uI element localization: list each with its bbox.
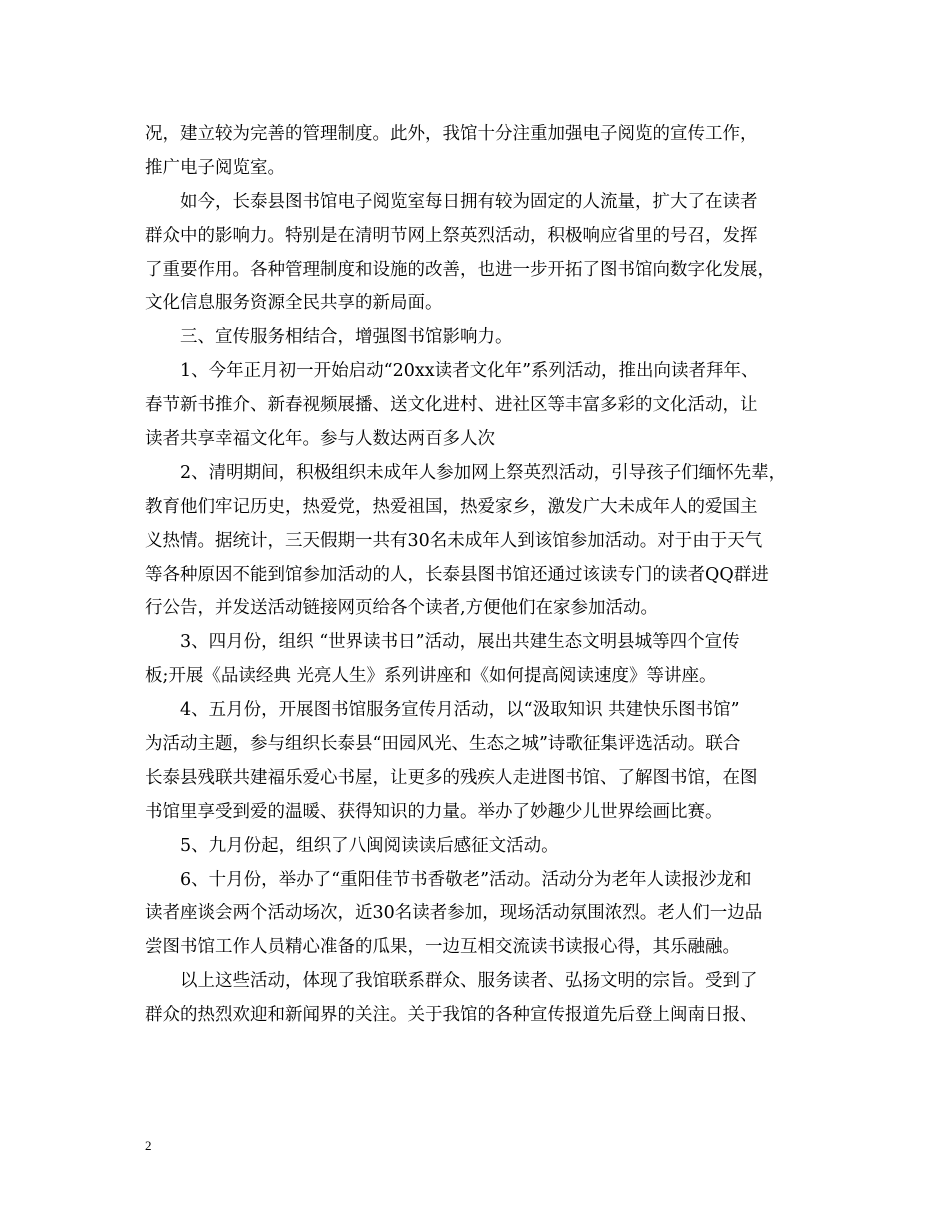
paragraph-start-line: 1、今年正月初一开始启动“20xx读者文化年”系列活动，推出向读者拜年、 (180, 361, 759, 382)
text-line: 板;开展《品读经典 光亮人生》系列讲座和《如何提高阅读速度》等讲座。 (145, 666, 717, 687)
paragraph-start-line: 以上这些活动，体现了我馆联系群众、服务读者、弘扬文明的宗旨。受到了 (180, 971, 758, 992)
text-line: 教育他们牢记历史，热爱党，热爱祖国，热爱家乡，激发广大未成年人的爱国主 (145, 496, 758, 517)
page-number: 2 (145, 1138, 152, 1153)
text-line: 长泰县残联共建福乐爱心书屋，让更多的残疾人走进图书馆、了解图书馆，在图 (145, 767, 758, 788)
text-line: 尝图书馆工作人员精心准备的瓜果，一边互相交流读书读报心得，其乐融融。 (145, 937, 740, 958)
paragraph-start-line: 2、清明期间，积极组织未成年人参加网上祭英烈活动，引导孩子们缅怀先辈， (180, 462, 787, 483)
section-heading: 三、宣传服务相结合，增强图书馆影响力。 (180, 327, 513, 348)
text-line: 行公告，并发送活动链接网页给各个读者,方便他们在家参加活动。 (145, 598, 659, 619)
text-line: 推广电子阅览室。 (145, 157, 285, 178)
text-line: 书馆里享受到爱的温暖、获得知识的力量。举办了妙趣少儿世界绘画比赛。 (145, 801, 723, 822)
paragraph-start-line: 3、四月份，组织 “世界读书日”活动，展出共建生态文明县城等四个宣传 (180, 632, 740, 653)
paragraph-start-line: 6、十月份，举办了“重阳佳节书香敬老”活动。活动分为老年人读报沙龙和 (180, 869, 752, 890)
paragraph-start-line: 如今，长泰县图书馆电子阅览室每日拥有较为固定的人流量，扩大了在读者 (180, 191, 758, 212)
text-line: 文化信息服务资源全民共享的新局面。 (145, 293, 443, 314)
text-line: 群众的热烈欢迎和新闻界的关注。关于我馆的各种宣传报道先后登上闽南日报、 (145, 1005, 758, 1026)
text-line: 了重要作用。各种管理制度和设施的改善，也进一步开拓了图书馆向数字化发展， (145, 259, 775, 280)
text-line: 读者共享幸福文化年。参与人数达两百多人次 (145, 429, 495, 450)
text-line: 为活动主题，参与组织长泰县“田园风光、生态之城”诗歌征集评选活动。联合 (145, 734, 741, 755)
paragraph-start-line: 4、五月份，开展图书馆服务宣传月活动，以“汲取知识 共建快乐图书馆” (180, 700, 740, 721)
text-line: 读者座谈会两个活动场次，近30名读者参加，现场活动氛围浓烈。老人们一边品 (145, 903, 763, 924)
text-line: 义热情。据统计，三天假期一共有30名未成年人到该馆参加活动。对于由于天气 (145, 530, 763, 551)
text-line: 等各种原因不能到馆参加活动的人，长泰县图书馆还通过该读专门的读者QQ群进 (145, 564, 769, 585)
text-line: 况，建立较为完善的管理制度。此外，我馆十分注重加强电子阅览的宣传工作， (145, 124, 758, 144)
text-line: 春节新书推介、新春视频展播、送文化进村、进社区等丰富多彩的文化活动，让 (145, 395, 758, 416)
body-text (145, 118, 835, 1033)
paragraph-start-line: 5、九月份起，组织了八闽阅读读后感征文活动。 (180, 835, 559, 856)
text-line: 群众中的影响力。特别是在清明节网上祭英烈活动，积极响应省里的号召，发挥 (145, 225, 758, 246)
